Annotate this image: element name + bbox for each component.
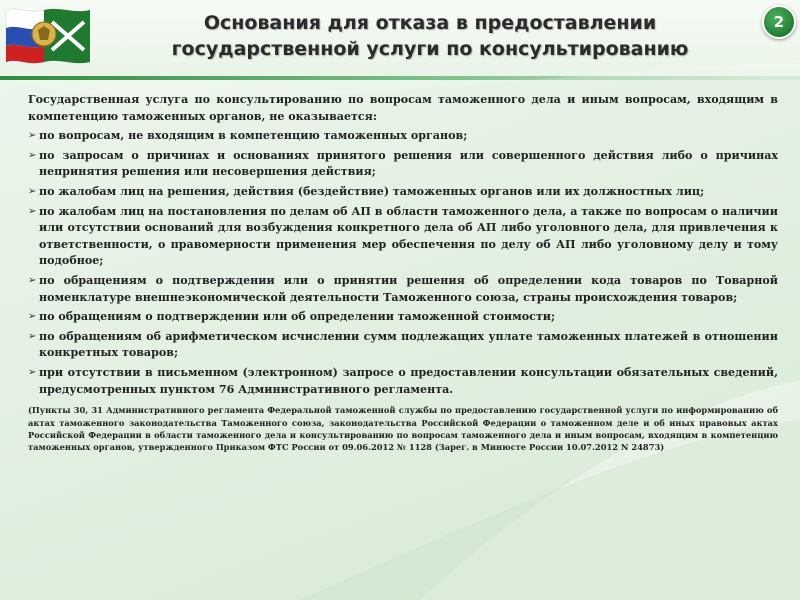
title-line-1: Основания для отказа в предоставлении bbox=[203, 12, 657, 34]
arrow-bullet-icon: ➢ bbox=[28, 366, 37, 378]
header-divider bbox=[0, 76, 800, 80]
arrow-bullet-icon: ➢ bbox=[28, 330, 37, 342]
list-item bbox=[28, 309, 778, 326]
arrow-bullet-icon: ➢ bbox=[28, 311, 37, 323]
list-item bbox=[28, 184, 778, 201]
arrow-bullet-icon: ➢ bbox=[28, 149, 37, 161]
list-item-text: по обращениям о подтверждении или о принятии решения об определении кода товаров по Товарной номенклатуре внешнеэкономической деятельности Таможенного союза, страны происхождения товаров; bbox=[39, 273, 778, 304]
intro-text: Государственная услуга по консультированию по вопросам таможенного дела и иным вопросам, входящим в компетенцию таможенных органов, не оказывается: bbox=[28, 93, 778, 123]
arrow-bullet-icon: ➢ bbox=[28, 274, 37, 286]
legal-reference-note: (Пункты 30, 31 Административного регламента Федеральной таможенной службы по предоставлению государственной услуги по информированию об актах таможенного законодательства Таможенного союза, законодательства Российской Федерации о таможенном деле и об иных правовых актах Российской Федерации в области таможенного дела и консультированию по вопросам таможенного дела и иным вопросам, входящим в компетенцию таможенных органов, утвержденного Приказом ФТС России от 09.06.2012 № 1128 (Зарег. в Минюсте России 10.07.2012 N 24873) bbox=[28, 405, 778, 453]
list-item-text: по запросам о причинах и основаниях принятого решения или совершенного действия либо о причинах непринятия решения или несовершения действия; bbox=[39, 148, 778, 179]
list-item-text: по вопросам, не входящим в компетенцию таможенных органов; bbox=[39, 129, 468, 143]
list-item-text: по жалобам лиц на постановления по делам об АП в области таможенного дела, а также по вопросам о наличии или отсутствии оснований для возбуждения конкретного дела об АП либо уголовного дела, для привлечения к ответственности, о правомерности применения мер обеспечения по делу об АП либо уголовному делу и тому подобное; bbox=[39, 204, 778, 268]
list-item-text: по обращениям о подтверждении или об определении таможенной стоимости; bbox=[39, 310, 556, 324]
title-line-2: государственной услуги по консультированию bbox=[171, 38, 689, 60]
list-item bbox=[28, 204, 778, 270]
arrow-bullet-icon: ➢ bbox=[28, 185, 37, 197]
list-item bbox=[28, 273, 778, 306]
list-item-text: по жалобам лиц на решения, действия (бездействие) таможенных органов или их должностных лиц; bbox=[39, 184, 705, 198]
arrow-bullet-icon: ➢ bbox=[28, 130, 37, 142]
list-item bbox=[28, 365, 778, 398]
slide-title bbox=[150, 10, 710, 62]
list-item-text: по обращениям об арифметическом исчислении сумм подлежащих уплате таможенных платежей в отношении конкретных товаров; bbox=[39, 329, 778, 360]
page-number-badge: 2 bbox=[762, 5, 796, 39]
arrow-bullet-icon: ➢ bbox=[28, 205, 37, 217]
list-item bbox=[28, 329, 778, 362]
content-body bbox=[28, 92, 778, 462]
list-item-text: при отсутствии в письменном (электронном) запросе о предоставлении консультации обязательных сведений, предусмотренных пунктом 76 Административного регламента. bbox=[39, 365, 778, 396]
list-item bbox=[28, 148, 778, 181]
list-item bbox=[28, 128, 778, 145]
russian-flag-emblem-icon bbox=[4, 4, 92, 66]
